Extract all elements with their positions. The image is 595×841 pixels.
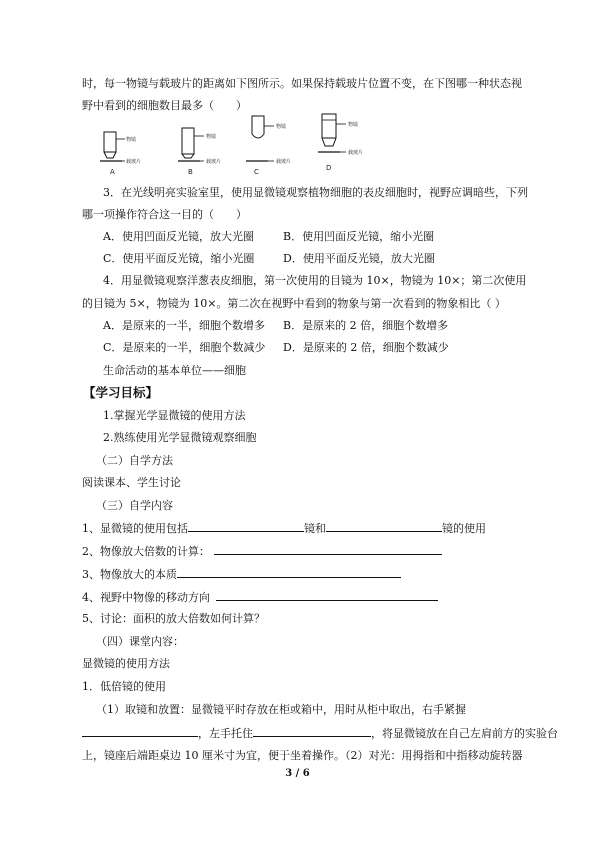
question-3-option-c: C．使用平面反光镜，缩小光圈 <box>103 252 255 265</box>
question-4-option-b: B．是原来的 2 倍，细胞个数增多 <box>283 319 449 332</box>
figure-d-top-label: 物镜 <box>348 122 359 128</box>
class-content-heading: （四）课堂内容： <box>96 635 184 648</box>
intro-line-2: 野中看到的细胞数目最多（ ） <box>82 99 247 112</box>
question-4-stem-2: 的目镜为 5×，物镜为 10×。第二次在视野中看到的物象与第一次看到的物象相比（ ） <box>82 297 506 310</box>
self-study-method-heading: （二）自学方法 <box>96 454 173 467</box>
question-4-option-c: C．是原来的一半，细胞个数减少 <box>103 341 266 354</box>
fill-item-4: 4、视野中物像的移动方向 <box>82 590 438 605</box>
figure-a-top-label: 物镜 <box>126 137 137 143</box>
question-3-option-d: D．使用平面反光镜，放大光圈 <box>283 252 435 265</box>
figure-d-letter: D <box>326 164 332 172</box>
question-4-option-a: A．是原来的一半，细胞个数增多 <box>103 319 265 332</box>
question-3-option-a: A．使用凹面反光镜，放大光圈 <box>103 230 254 243</box>
fill-blank-4[interactable] <box>216 590 438 601</box>
fill-item-3: 3、物像放大的本质 <box>82 567 401 582</box>
question-4-stem-1: 4．用显微镜观察洋葱表皮细胞，第一次使用的目镜为 10×，物镜为 10×；第二次使用 <box>103 274 527 287</box>
objective-diagram <box>96 112 466 178</box>
figure-b-letter: B <box>188 168 193 176</box>
step-1-line-a: （1）取镜和放置：显微镜平时存放在柜或箱中，用时从柜中取出，右手紧握 <box>96 703 466 716</box>
question-3-stem-1: 3．在光线明亮实验室里，使用显微镜观察植物细胞的表皮细胞时，视野应调暗些，下列 <box>103 186 528 199</box>
fill-item-5: 5、讨论：面积的放大倍数如何计算？ <box>82 612 265 625</box>
objective-d <box>318 114 363 172</box>
question-3-stem-2: 哪一项操作符合这一目的（ ） <box>82 208 247 221</box>
objective-distance-figure <box>96 112 466 178</box>
step-1-line-d: 上，镜座后端距桌边 10 厘米寸为宜，便于坐着操作。（2）对光：用拇指和中指移动旋转器 <box>82 749 523 762</box>
page-number: 3 / 6 <box>285 768 310 779</box>
step-1-line-b: ，左手托住 ，将显微镜放在自己左肩前方的实验台 <box>82 726 558 741</box>
question-4-option-d: D．是原来的 2 倍，细胞个数减少 <box>283 341 449 354</box>
learning-goals-heading: 【学习目标】 <box>83 385 159 400</box>
fill-blank-1b[interactable] <box>326 521 442 532</box>
intro-line-1: 时，每一物镜与载玻片的距离如下图所示。如果保持载玻片位置不变，在下图哪一种状态视 <box>82 77 522 90</box>
goal-2: 2.熟练使用光学显微镜观察细胞 <box>103 431 257 444</box>
figure-b-top-label: 物镜 <box>206 134 217 140</box>
fill-item-2: 2、物像放大倍数的计算： <box>82 544 442 559</box>
figure-c-top-label: 物镜 <box>276 124 287 130</box>
self-study-method-text: 阅读课本、学生讨论 <box>82 476 181 489</box>
section-title: 生命活动的基本单位——细胞 <box>103 364 246 377</box>
figure-a-bottom-label: 载玻片 <box>126 159 142 165</box>
objective-b <box>178 128 221 176</box>
fill-blank-2[interactable] <box>214 544 442 555</box>
figure-b-bottom-label: 载玻片 <box>206 159 222 165</box>
objective-a <box>100 132 141 176</box>
figure-c-bottom-label: 载玻片 <box>276 159 292 165</box>
figure-c-letter: C <box>254 168 259 176</box>
low-power-heading: 1．低倍镜的使用 <box>82 680 166 693</box>
fill-item-1: 1、显微镜的使用包括 镜和 镜的使用 <box>82 522 486 535</box>
figure-a-letter: A <box>110 168 115 176</box>
question-3-option-b: B．使用凹面反光镜，缩小光圈 <box>283 230 435 243</box>
fill-blank-hold[interactable] <box>82 726 198 737</box>
objective-c <box>246 116 291 176</box>
fill-blank-support[interactable] <box>253 726 371 737</box>
fill-blank-3[interactable] <box>177 567 401 578</box>
figure-d-bottom-label: 载玻片 <box>348 150 364 156</box>
goal-1: 1.掌握光学显微镜的使用方法 <box>103 409 246 422</box>
class-content-subtitle: 显微镜的使用方法 <box>82 657 170 670</box>
fill-blank-1a[interactable] <box>188 521 304 532</box>
self-study-content-heading: （三）自学内容 <box>96 499 173 512</box>
